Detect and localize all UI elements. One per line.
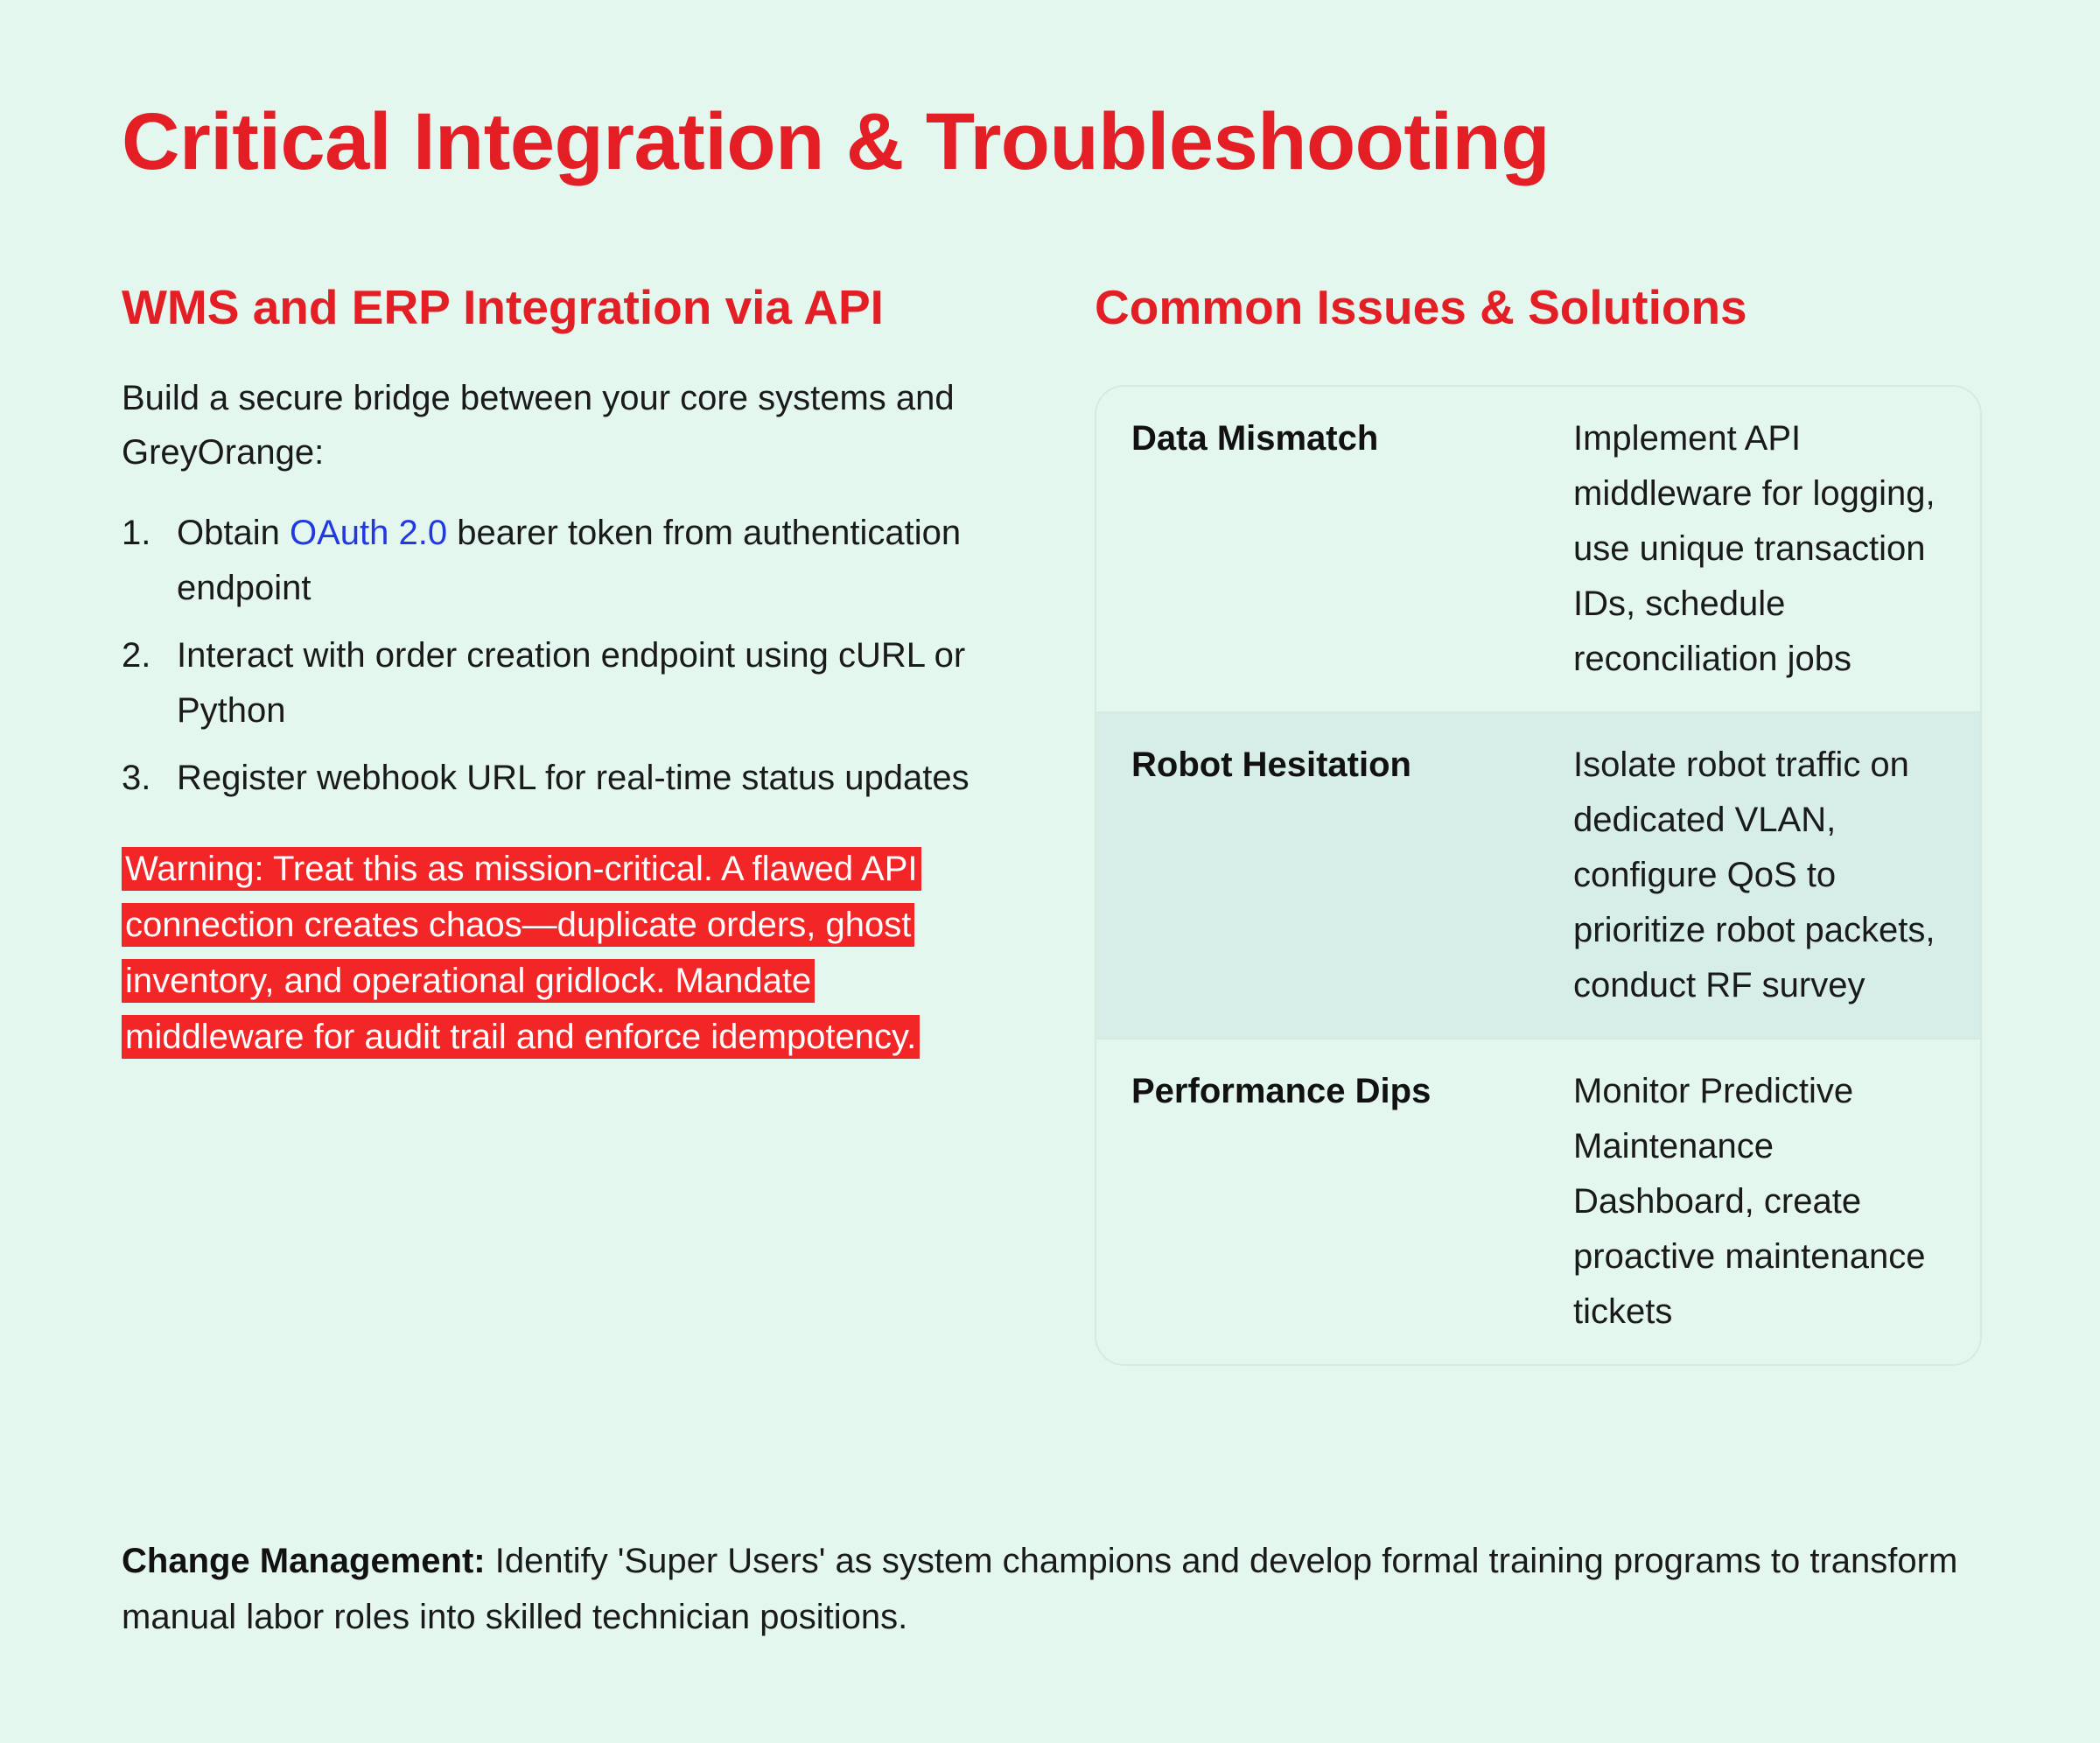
footer-label: Change Management: <box>122 1542 486 1580</box>
table-row <box>1096 387 1980 711</box>
table-row <box>1096 711 1980 1038</box>
solution-cell: Monitor Predictive Maintenance Dashboard, create proactive maintenance tickets <box>1573 1072 1926 1331</box>
issue-cell: Data Mismatch <box>1131 419 1379 458</box>
step-text: Register webhook URL for real-time status updates <box>177 759 970 797</box>
page-title: Critical Integration & Troubleshooting <box>122 97 1550 186</box>
step-text-before: Obtain <box>177 514 290 552</box>
warning-callout <box>122 841 979 1065</box>
step-number: 1. <box>122 514 151 552</box>
change-management-note <box>122 1533 1978 1645</box>
step-text <box>177 506 1005 616</box>
footer-text: Identify 'Super Users' as system champions and develop formal training programs to transform manual labor roles into skilled technician positions. <box>122 1542 1958 1636</box>
solution-cell: Implement API middleware for logging, use unique transaction IDs, schedule reconciliation jobs <box>1573 419 1936 678</box>
integration-heading: WMS and ERP Integration via API <box>122 280 884 334</box>
issue-cell: Robot Hesitation <box>1131 746 1411 784</box>
integration-section <box>122 278 1005 1065</box>
page <box>122 0 1978 1743</box>
step-item <box>122 751 1005 806</box>
step-number: 2. <box>122 636 151 675</box>
step-text: Interact with order creation endpoint using cURL or Python <box>177 636 966 730</box>
issues-table <box>1095 385 1982 1366</box>
integration-steps <box>122 506 1005 806</box>
integration-intro: Build a secure bridge between your core systems and GreyOrange: <box>122 379 955 472</box>
step-text-after: bearer token from authentication endpoint <box>177 514 962 607</box>
step-number: 3. <box>122 759 151 797</box>
step-item <box>122 628 1005 738</box>
issue-cell: Performance Dips <box>1131 1072 1432 1110</box>
solution-cell: Isolate robot traffic on dedicated VLAN, configure QoS to prioritize robot packets, conduct RF survey <box>1573 746 1936 1004</box>
table-row <box>1096 1038 1980 1364</box>
oauth-link[interactable]: OAuth 2.0 <box>289 514 448 552</box>
issues-section <box>1095 278 1978 1366</box>
issues-heading: Common Issues & Solutions <box>1095 280 1747 334</box>
warning-text: Warning: Treat this as mission-critical. A flawed API connection creates chaos—duplicate orders, ghost inventory, and operational gridlock. Mandate middleware for audit trail and enforce idempotency. <box>122 847 921 1059</box>
step-item <box>122 506 1005 616</box>
